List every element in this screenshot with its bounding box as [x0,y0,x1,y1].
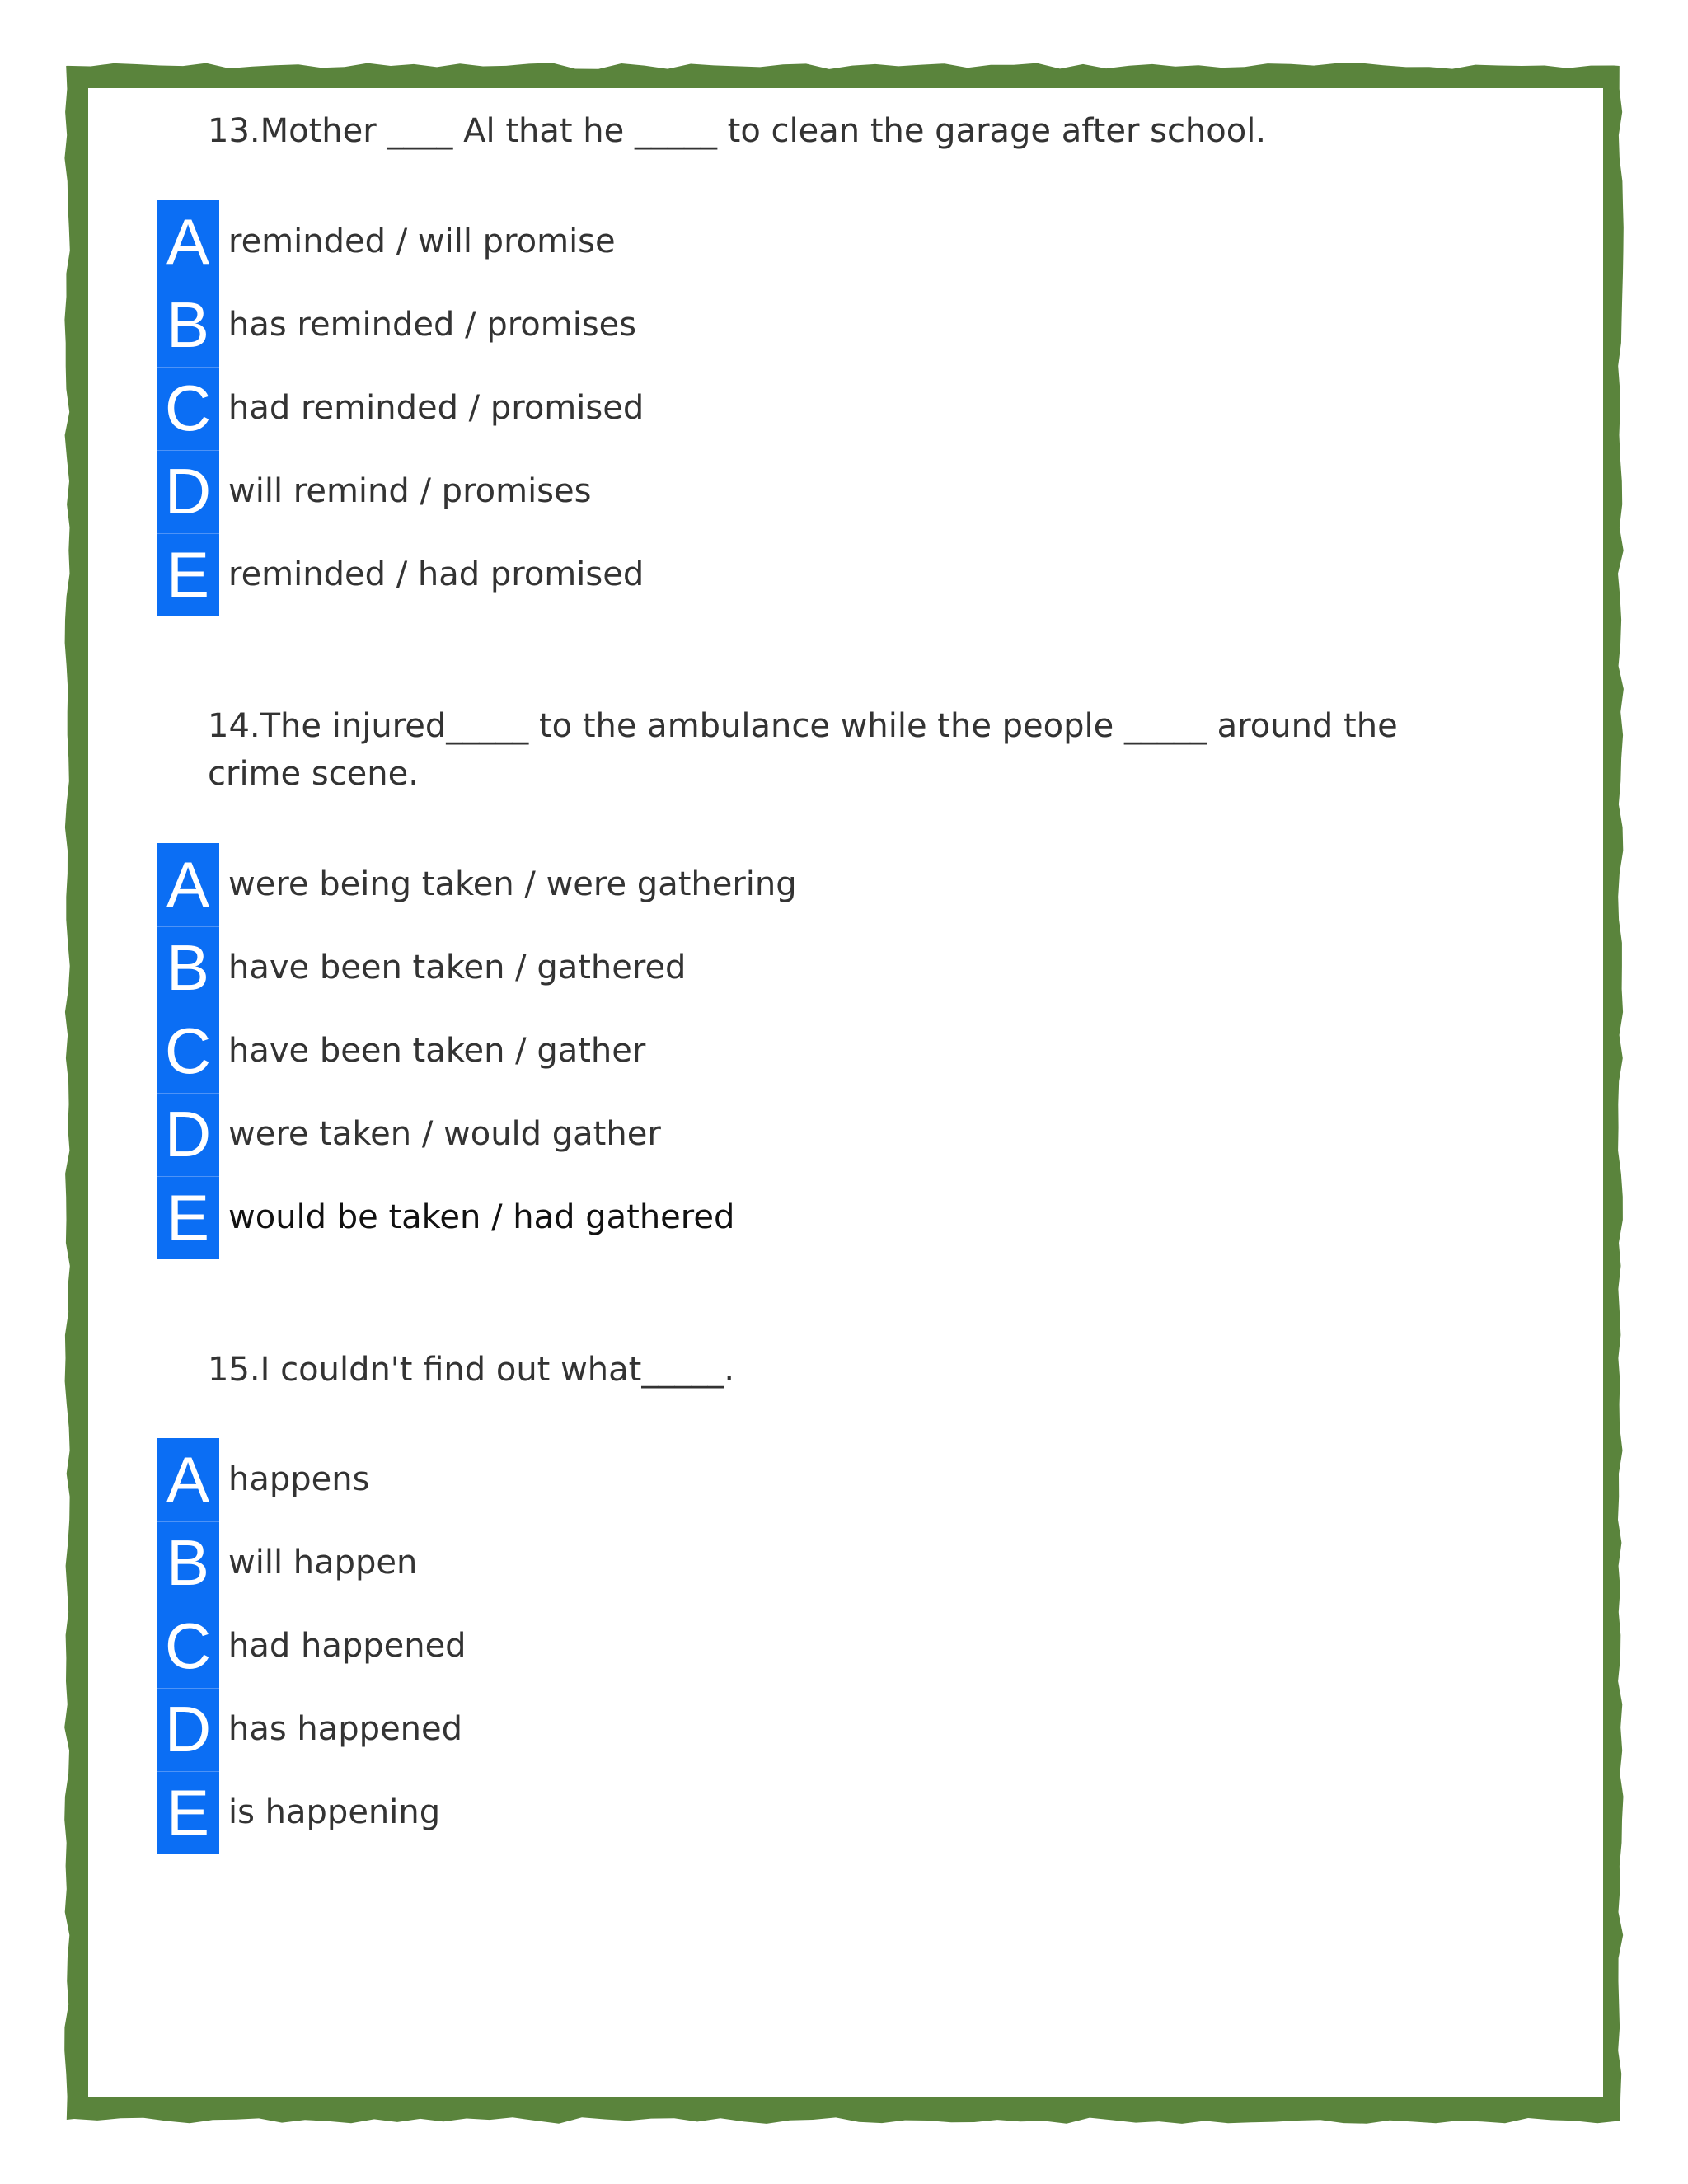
option-text: reminded / had promised [228,555,645,593]
option-d[interactable] [157,1688,1393,1771]
option-a[interactable] [157,200,1393,284]
question-prompt: Mother ____ Al that he _____ to clean the garage after school. [260,112,1267,150]
option-a[interactable] [157,1438,1393,1521]
option-b[interactable] [157,926,1393,1010]
option-b[interactable] [157,284,1393,367]
option-letter-d: D [157,1093,219,1176]
option-a[interactable] [157,843,1393,926]
option-letter-b: B [157,284,219,367]
option-text: had happened [228,1627,467,1665]
question-14-text [208,702,1461,798]
option-letter-c: C [157,367,219,450]
option-d[interactable] [157,450,1393,533]
option-text: happens [228,1460,370,1498]
option-c[interactable] [157,367,1393,450]
option-text: have been taken / gather [228,1032,646,1070]
question-number: 15. [208,1351,260,1389]
option-letter-c: C [157,1010,219,1093]
option-text: were taken / would gather [228,1115,661,1153]
option-e[interactable] [157,1176,1393,1259]
option-text: will remind / promises [228,472,592,510]
option-letter-a: A [157,843,219,926]
answer-options [157,200,1393,616]
option-text: has reminded / promises [228,306,637,344]
option-text: were being taken / were gathering [228,865,797,903]
question-prompt: The injured_____ to the ambulance while the people _____ around the crime scene. [208,707,1409,793]
question-number: 14. [208,707,260,745]
question-15-text [208,1346,1461,1394]
option-letter-e: E [157,533,219,616]
option-letter-b: B [157,1521,219,1605]
option-letter-a: A [157,1438,219,1521]
option-letter-d: D [157,1688,219,1771]
option-letter-a: A [157,200,219,284]
option-letter-e: E [157,1771,219,1854]
question-number: 13. [208,112,260,150]
option-c[interactable] [157,1605,1393,1688]
question-13-text [208,107,1461,155]
option-d[interactable] [157,1093,1393,1176]
option-e[interactable] [157,533,1393,616]
option-text: has happened [228,1710,463,1748]
answer-options [157,1438,1393,1854]
option-letter-c: C [157,1605,219,1688]
option-text: have been taken / gathered [228,949,687,987]
question-prompt: I couldn't find out what_____. [260,1351,735,1389]
option-b[interactable] [157,1521,1393,1605]
option-c[interactable] [157,1010,1393,1093]
option-text: will happen [228,1544,418,1582]
option-text: reminded / will promise [228,223,616,260]
option-text: had reminded / promised [228,389,645,427]
option-text: would be taken / had gathered [228,1198,735,1236]
option-letter-d: D [157,450,219,533]
option-letter-e: E [157,1176,219,1259]
option-text: is happening [228,1793,441,1831]
option-e[interactable] [157,1771,1393,1854]
answer-options [157,843,1393,1259]
option-letter-b: B [157,926,219,1010]
